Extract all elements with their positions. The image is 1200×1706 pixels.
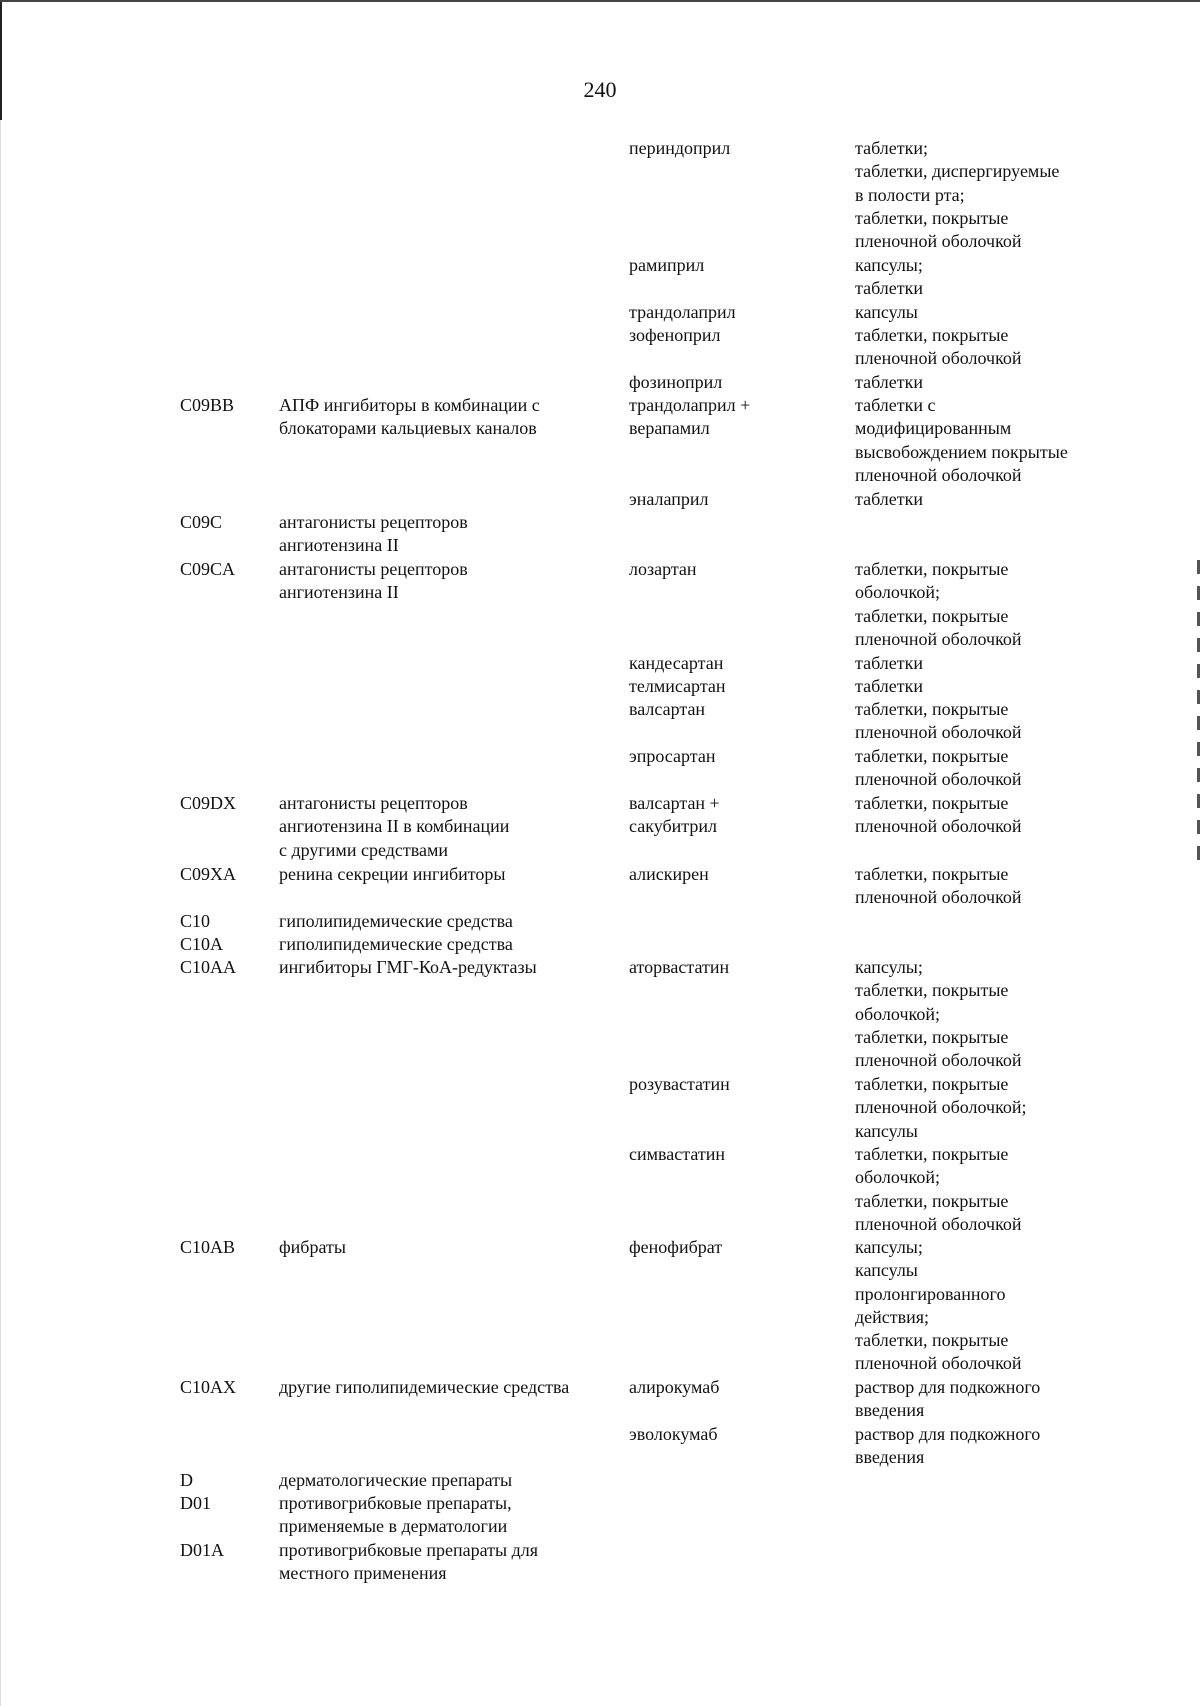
dosage-form: таблетки с модифицированным высвобождением покрытые пленочной оболочкой: [855, 395, 1068, 485]
dosage-form: таблетки, покрытые пленочной оболочкой: [855, 793, 1022, 837]
drug-name: зофеноприл: [629, 325, 721, 345]
atc-code: C09BB: [180, 395, 235, 415]
atc-code: C10AX: [180, 1377, 237, 1397]
drug-name: валсартан: [629, 699, 706, 719]
dosage-form: таблетки: [855, 372, 924, 392]
dosage-form: капсулы; таблетки, покрытые оболочкой; таблетки, покрытые пленочной оболочкой: [855, 957, 1022, 1071]
drug-name: лозартан: [629, 559, 697, 579]
drug-name: валсартан + сакубитрил: [629, 793, 720, 837]
drug-name: эволокумаб: [629, 1424, 718, 1444]
dosage-form: таблетки, покрытые оболочкой; таблетки, покрытые пленочной оболочкой: [855, 559, 1022, 649]
group-description: антагонисты рецепторов ангиотензина II: [279, 512, 468, 556]
atc-code: D01A: [180, 1540, 224, 1560]
scan-top-edge: [0, 0, 1200, 2]
group-description: дерматологические препараты: [279, 1470, 513, 1490]
drug-name: кандесартан: [629, 653, 724, 673]
dosage-form: таблетки, покрытые пленочной оболочкой: [855, 864, 1022, 908]
page-number: 240: [583, 77, 617, 102]
group-description: фибраты: [279, 1237, 346, 1257]
atc-code: C10: [180, 911, 211, 931]
drug-name: телмисартан: [629, 676, 726, 696]
dosage-form: раствор для подкожного введения: [855, 1424, 1041, 1468]
atc-code: D01: [180, 1493, 211, 1513]
drug-name: эпросартан: [629, 746, 716, 766]
drug-name: трандолаприл: [629, 302, 736, 322]
atc-code: C09DX: [180, 793, 237, 813]
group-description: антагонисты рецепторов ангиотензина II: [279, 559, 468, 603]
group-description: другие гиполипидемические средства: [279, 1377, 570, 1397]
atc-code: C09C: [180, 512, 223, 532]
drug-name: алискирен: [629, 864, 709, 884]
dosage-form: капсулы; капсулы пролонгированного действия; таблетки, покрытые пленочной оболочкой: [855, 1237, 1022, 1374]
atc-code: D: [180, 1470, 193, 1490]
group-description: противогрибковые препараты для местного применения: [279, 1540, 539, 1584]
drug-name: аторвастатин: [629, 957, 730, 977]
group-description: антагонисты рецепторов ангиотензина II в комбинации с другими средствами: [279, 793, 510, 860]
dosage-form: капсулы; таблетки: [855, 255, 924, 299]
dosage-form: таблетки, покрытые пленочной оболочкой: [855, 699, 1022, 743]
dosage-form: таблетки, покрытые пленочной оболочкой: [855, 746, 1022, 790]
dosage-form: таблетки, покрытые пленочной оболочкой; капсулы: [855, 1074, 1027, 1141]
drug-name: фенофибрат: [629, 1237, 723, 1257]
atc-code: C10AB: [180, 1237, 236, 1257]
drug-name: рамиприл: [629, 255, 705, 275]
dosage-form: таблетки, покрытые пленочной оболочкой: [855, 325, 1022, 369]
drug-name: симвастатин: [629, 1144, 725, 1164]
drug-name: эналаприл: [629, 489, 709, 509]
group-description: противогрибковые препараты, применяемые в дерматологии: [279, 1493, 512, 1537]
dosage-form: таблетки; таблетки, диспергируемые в полости рта; таблетки, покрытые пленочной оболочкой: [855, 138, 1060, 252]
group-description: ингибиторы ГМГ-КоА-редуктазы: [279, 957, 537, 977]
drug-name: алирокумаб: [629, 1377, 720, 1397]
dosage-form: таблетки: [855, 489, 924, 509]
atc-code: C10A: [180, 934, 224, 954]
group-description: гиполипидемические средства: [279, 934, 513, 954]
dosage-form: раствор для подкожного введения: [855, 1377, 1041, 1421]
atc-code: C10AA: [180, 957, 237, 977]
group-description: гиполипидемические средства: [279, 911, 513, 931]
group-description: ренина секреции ингибиторы: [279, 864, 506, 884]
atc-code: C09XA: [180, 864, 237, 884]
drug-name: фозиноприл: [629, 372, 723, 392]
dosage-form: таблетки: [855, 676, 924, 696]
drug-name: розувастатин: [629, 1074, 730, 1094]
atc-code: C09CA: [180, 559, 236, 579]
drug-name: трандолаприл + верапамил: [629, 395, 751, 439]
dosage-form: капсулы: [855, 302, 918, 322]
drug-name: периндоприл: [629, 138, 731, 158]
dosage-form: таблетки: [855, 653, 924, 673]
group-description: АПФ ингибиторы в комбинации с блокаторами кальциевых каналов: [279, 395, 540, 439]
dosage-form: таблетки, покрытые оболочкой; таблетки, покрытые пленочной оболочкой: [855, 1144, 1022, 1234]
scan-left-edge: [0, 0, 1, 1706]
